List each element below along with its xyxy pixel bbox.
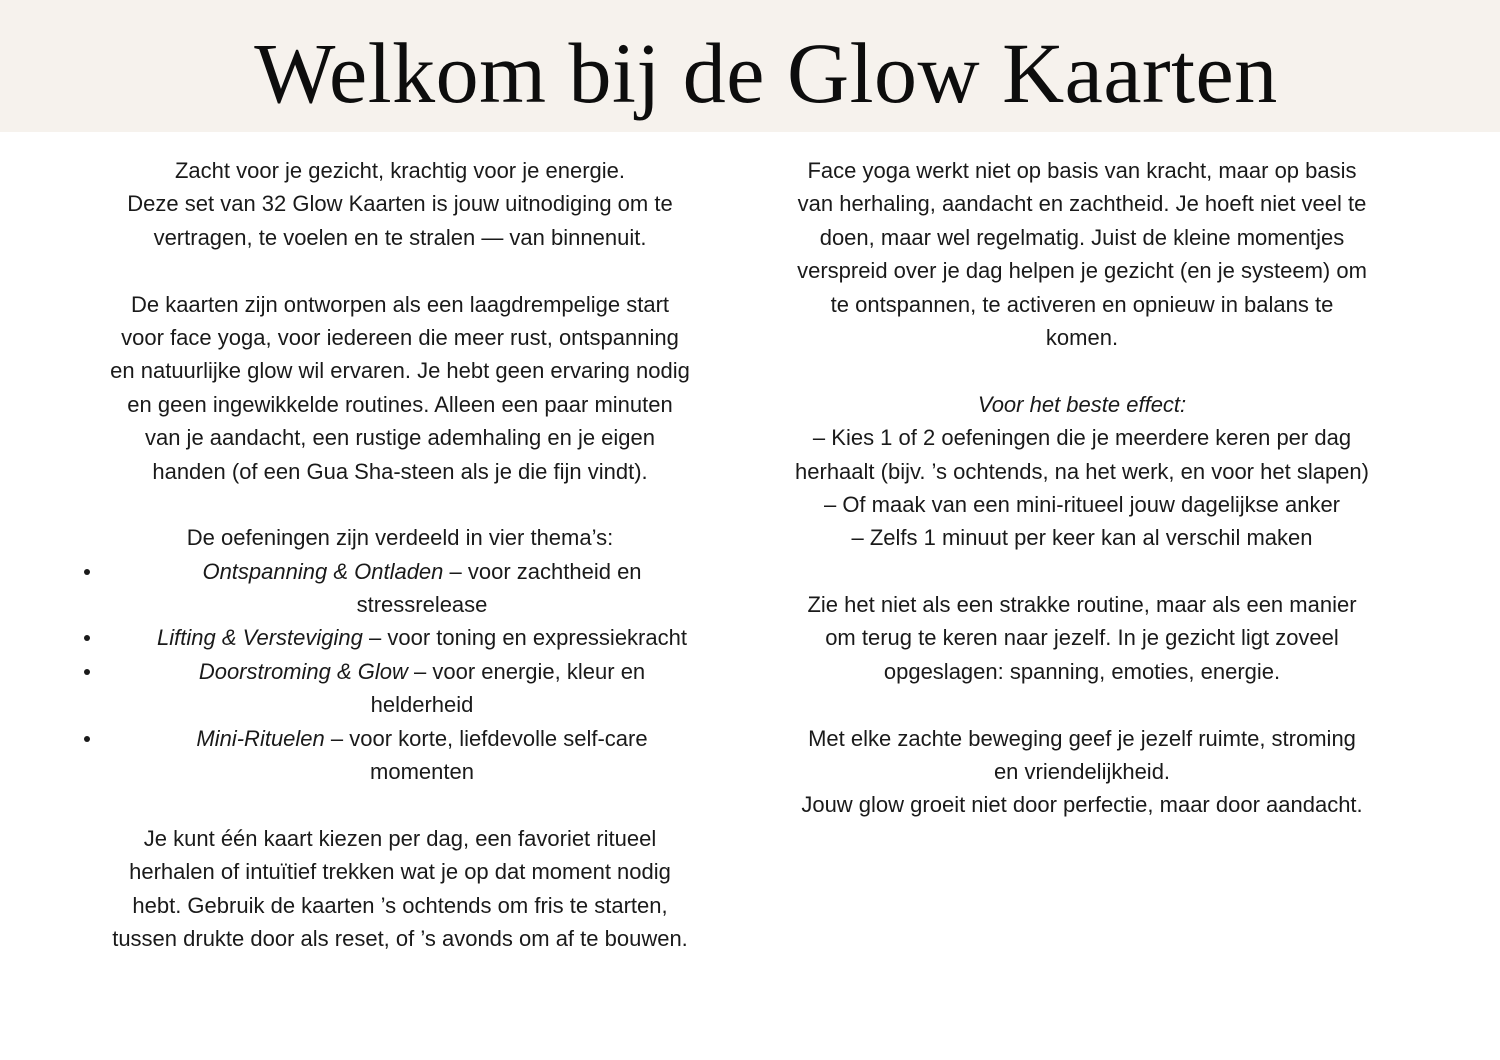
bullet-item xyxy=(60,722,740,755)
line-text: om terug te keren naar jezelf. In je gezicht ligt zoveel xyxy=(825,625,1339,651)
page-title: Welkom bij de Glow Kaarten xyxy=(254,25,1278,121)
italic-text: Mini-Rituelen xyxy=(196,725,325,751)
text-line xyxy=(60,521,740,554)
right-column xyxy=(748,154,1416,822)
line-text: – Kies 1 of 2 oefeningen die je meerdere keren per dag xyxy=(812,425,1352,451)
text-line xyxy=(748,388,1416,421)
blank-line xyxy=(60,788,740,821)
italic-text: Lifting & Versteviging xyxy=(157,625,363,651)
bullet-item xyxy=(60,621,740,654)
text-line xyxy=(60,855,740,888)
text-line xyxy=(748,321,1416,354)
text-line xyxy=(60,889,740,922)
text-line xyxy=(60,154,740,187)
text-line xyxy=(60,588,740,621)
line-text: De oefeningen zijn verdeeld in vier thema’s: xyxy=(186,525,614,551)
line-text: – voor toning en expressiekracht xyxy=(362,625,687,651)
blank-line xyxy=(60,488,740,521)
text-line xyxy=(60,321,740,354)
blank-line xyxy=(748,688,1416,721)
italic-text: Ontspanning & Ontladen xyxy=(202,558,444,584)
text-line xyxy=(60,922,740,955)
text-line xyxy=(748,187,1416,220)
line-text: Deze set van 32 Glow Kaarten is jouw uitnodiging om te xyxy=(127,191,673,217)
line-text: momenten xyxy=(370,759,474,785)
line-text: en geen ingewikkelde routines. Alleen een paar minuten xyxy=(127,391,673,417)
line-text: tussen drukte door als reset, of ’s avonds om af te bouwen. xyxy=(112,925,688,951)
text-line xyxy=(748,788,1416,821)
line-text: Met elke zachte beweging geef je jezelf ruimte, stroming xyxy=(808,725,1356,751)
text-line xyxy=(60,455,740,488)
text-line xyxy=(748,421,1416,454)
text-line xyxy=(748,521,1416,554)
text-line xyxy=(748,488,1416,521)
bullet-item xyxy=(60,655,740,688)
text-line xyxy=(748,221,1416,254)
text-line xyxy=(748,154,1416,187)
line-text: – voor energie, kleur en xyxy=(407,658,646,684)
line-text: doen, maar wel regelmatig. Juist de kleine momentjes xyxy=(819,224,1345,250)
bullet-dot-icon xyxy=(84,736,90,742)
line-text: opgeslagen: spanning, emoties, energie. xyxy=(883,658,1281,684)
text-line xyxy=(60,354,740,387)
line-text: De kaarten zijn ontworpen als een laagdrempelige start xyxy=(130,291,670,317)
text-line xyxy=(60,822,740,855)
line-text: en natuurlijke glow wil ervaren. Je hebt geen ervaring nodig xyxy=(110,358,690,384)
text-line xyxy=(748,722,1416,755)
text-line xyxy=(60,187,740,220)
line-text: voor face yoga, voor iedereen die meer rust, ontspanning xyxy=(121,324,679,350)
bullet-dot-icon xyxy=(84,569,90,575)
text-line xyxy=(748,755,1416,788)
text-line xyxy=(748,455,1416,488)
line-text: te ontspannen, te activeren en opnieuw in balans te xyxy=(830,291,1334,317)
blank-line xyxy=(60,254,740,287)
text-line xyxy=(748,288,1416,321)
bullet-item xyxy=(60,555,740,588)
left-column xyxy=(60,154,740,955)
line-text: stressrelease xyxy=(356,592,488,618)
line-text: handen (of een Gua Sha-steen als je die fijn vindt). xyxy=(152,458,648,484)
line-text: verspreid over je dag helpen je gezicht (en je systeem) om xyxy=(797,258,1367,284)
line-text: herhalen of intuïtief trekken wat je op dat moment nodig xyxy=(129,859,671,885)
text-line xyxy=(60,288,740,321)
line-text: hebt. Gebruik de kaarten ’s ochtends om fris te starten, xyxy=(132,892,668,918)
line-text: Je kunt één kaart kiezen per dag, een favoriet ritueel xyxy=(143,825,657,851)
italic-text: Doorstroming & Glow xyxy=(198,658,408,684)
line-text: Zacht voor je gezicht, krachtig voor je energie. xyxy=(174,158,625,183)
blank-line xyxy=(748,354,1416,387)
line-text: komen. xyxy=(1045,324,1119,350)
line-text: herhaalt (bijv. ’s ochtends, na het werk, en voor het slapen) xyxy=(795,458,1369,484)
text-line xyxy=(60,755,740,788)
line-text: – voor zachtheid en xyxy=(443,558,642,584)
line-text: van herhaling, aandacht en zachtheid. Je hoeft niet veel te xyxy=(797,191,1367,217)
text-line xyxy=(748,588,1416,621)
text-line xyxy=(60,221,740,254)
line-text: helderheid xyxy=(370,692,474,718)
line-text: – Zelfs 1 minuut per keer kan al verschil maken xyxy=(851,525,1313,551)
line-text: – Of maak van een mini-ritueel jouw dagelijkse anker xyxy=(823,491,1341,517)
bullet-dot-icon xyxy=(84,635,90,641)
text-line xyxy=(748,254,1416,287)
text-line xyxy=(748,655,1416,688)
line-text: Zie het niet als een strakke routine, maar als een manier xyxy=(807,592,1357,618)
text-line xyxy=(60,421,740,454)
line-text: vertragen, te voelen en te stralen — van binnenuit. xyxy=(153,224,647,250)
line-text: – voor korte, liefdevolle self-care xyxy=(324,725,648,751)
blank-line xyxy=(748,555,1416,588)
line-text: Jouw glow groeit niet door perfectie, maar door aandacht. xyxy=(801,792,1363,818)
bullet-dot-icon xyxy=(84,669,90,675)
line-text: van je aandacht, een rustige ademhaling en je eigen xyxy=(144,425,656,451)
line-text: en vriendelijkheid. xyxy=(993,759,1171,785)
italic-text: Voor het beste effect: xyxy=(977,391,1187,417)
line-text: Face yoga werkt niet op basis van kracht, maar op basis xyxy=(807,158,1357,183)
header-band xyxy=(0,0,1500,132)
text-line xyxy=(60,688,740,721)
text-line xyxy=(60,388,740,421)
text-line xyxy=(748,621,1416,654)
